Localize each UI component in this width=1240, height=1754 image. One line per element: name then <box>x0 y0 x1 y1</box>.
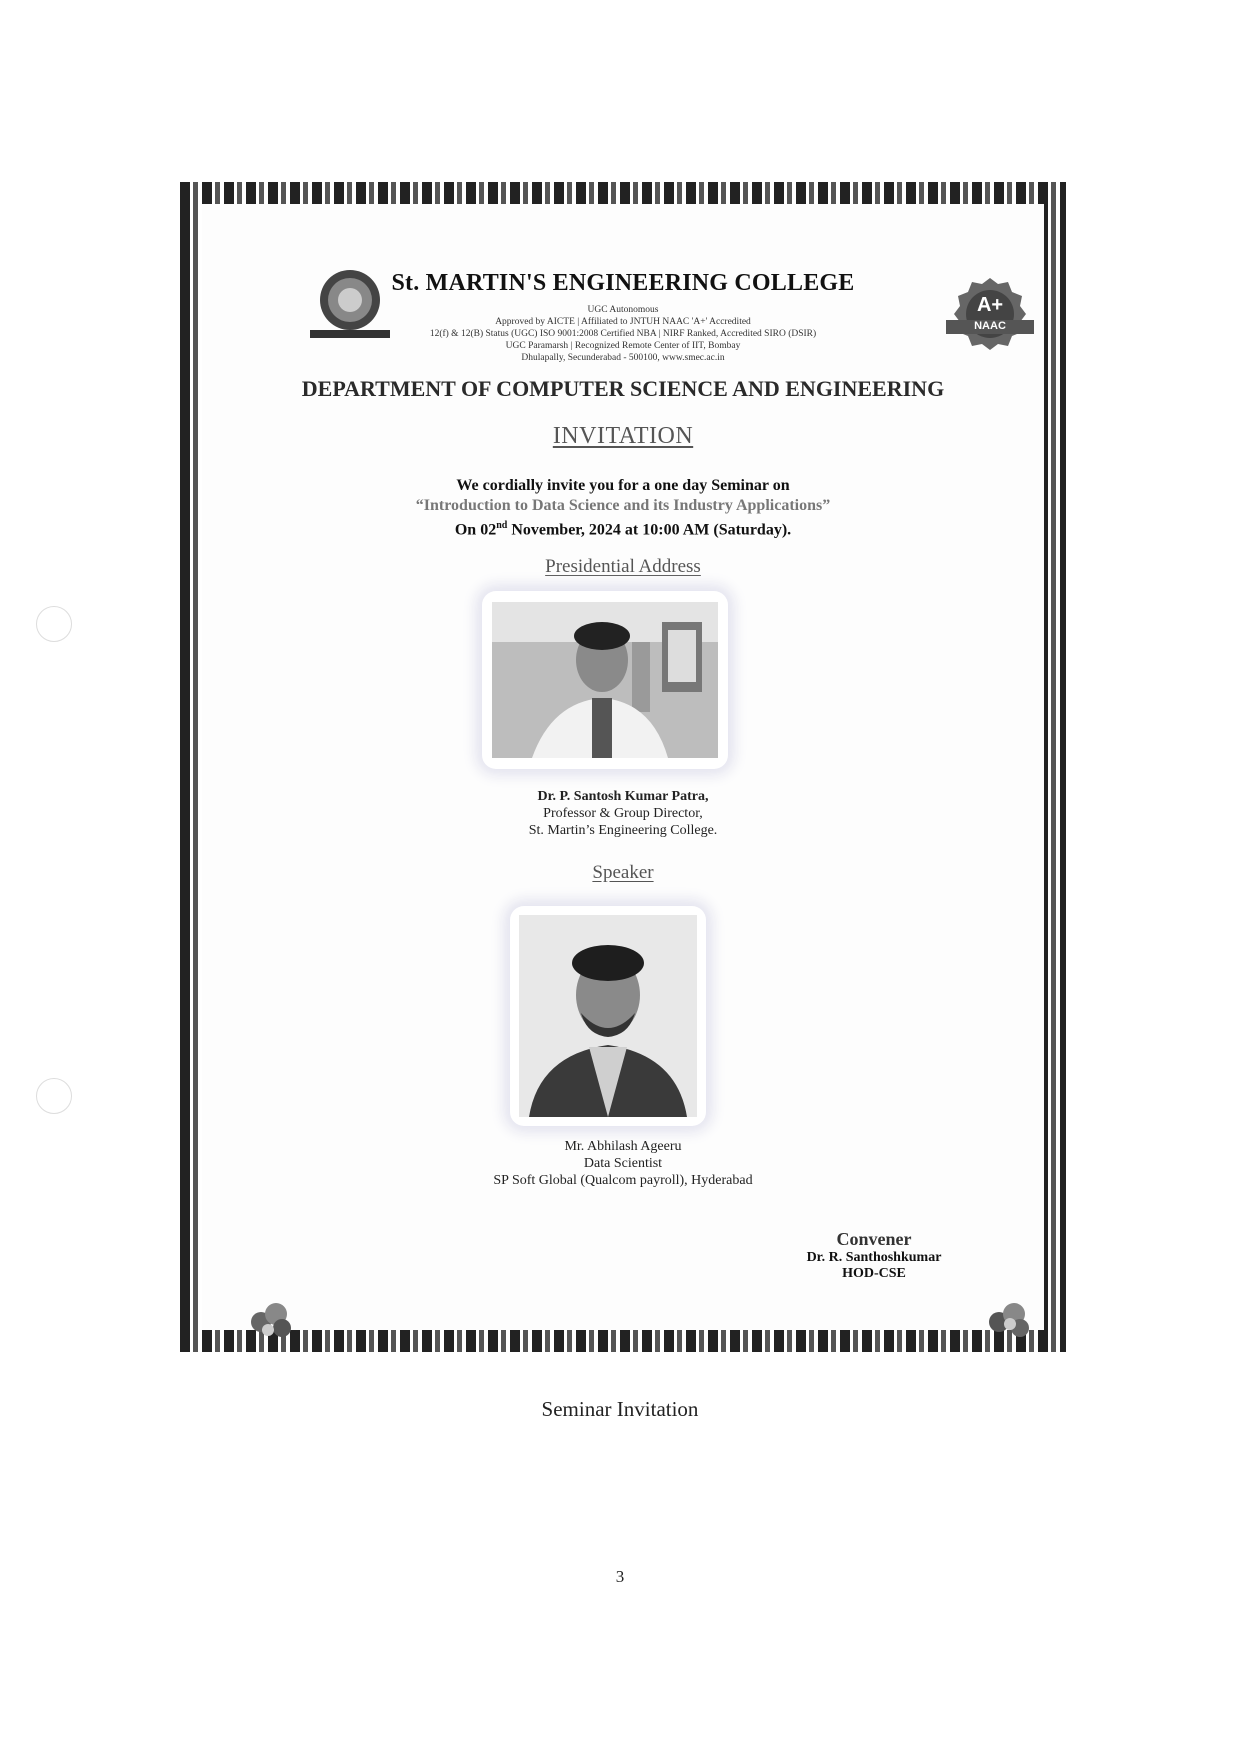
speaker-photo <box>510 906 706 1126</box>
convener-title: Convener <box>836 1229 912 1249</box>
college-status: UGC Autonomous <box>587 305 659 315</box>
convener-name: Dr. R. Santhoshkumar <box>806 1250 942 1265</box>
naac-label: NAAC <box>974 320 1006 332</box>
speaker-role: Data Scientist <box>583 1156 663 1171</box>
speaker-name: Mr. Abhilash Ageeru <box>564 1139 682 1154</box>
flower-decoration-icon <box>984 1296 1034 1340</box>
presidential-org: St. Martin’s Engineering College. <box>528 823 718 838</box>
page-number: 3 <box>615 1567 625 1586</box>
naac-grade: A+ <box>976 294 1004 316</box>
speaker-org: SP Soft Global (Qualcom payroll), Hyderabad <box>493 1173 753 1188</box>
college-address: Dhulapally, Secunderabad - 500100, www.smec.ac.in <box>521 353 725 363</box>
college-recognitions: UGC Paramarsh | Recognized Remote Center of IIT, Bombay <box>505 341 741 351</box>
invitation-text <box>224 476 1022 540</box>
convener-role: HOD-CSE <box>842 1266 906 1281</box>
punch-hole-top <box>36 606 72 642</box>
invitation-card <box>180 182 1066 1352</box>
presidential-photo <box>482 591 728 769</box>
college-approvals: Approved by AICTE | Affiliated to JNTUH NAAC 'A+' Accredited <box>495 317 751 327</box>
convener-block <box>764 1228 984 1282</box>
seminar-topic: “Introduction to Data Science and its Industry Applications” <box>415 497 831 514</box>
presidential-name: Dr. P. Santosh Kumar Patra, <box>537 789 709 804</box>
invitation-line: We cordially invite you for a one day Seminar on <box>456 477 790 494</box>
presidential-role: Professor & Group Director, <box>543 806 703 821</box>
invitation-heading: INVITATION <box>552 423 694 449</box>
speaker-details <box>224 1138 1022 1189</box>
college-name: St. MARTIN'S ENGINEERING COLLEGE <box>391 270 855 296</box>
department-title: DEPARTMENT OF COMPUTER SCIENCE AND ENGINEERING <box>301 376 945 401</box>
flower-decoration-icon <box>246 1296 296 1340</box>
naac-badge-icon <box>944 276 1036 356</box>
figure-caption: Seminar Invitation <box>541 1397 699 1421</box>
presidential-details <box>224 788 1022 839</box>
speaker-heading: Speaker <box>592 862 654 883</box>
punch-hole-bottom <box>36 1078 72 1114</box>
seminar-date: On 02nd November, 2024 at 10:00 AM (Saturday). <box>454 520 792 539</box>
presidential-address-heading: Presidential Address <box>545 556 701 577</box>
college-accreditations: 12(f) & 12(B) Status (UGC) ISO 9001:2008 Certified NBA | NIRF Ranked, Accredited SIRO (DSIR) <box>429 329 817 339</box>
person-photo-icon <box>519 915 697 1117</box>
person-photo-icon <box>492 602 718 758</box>
